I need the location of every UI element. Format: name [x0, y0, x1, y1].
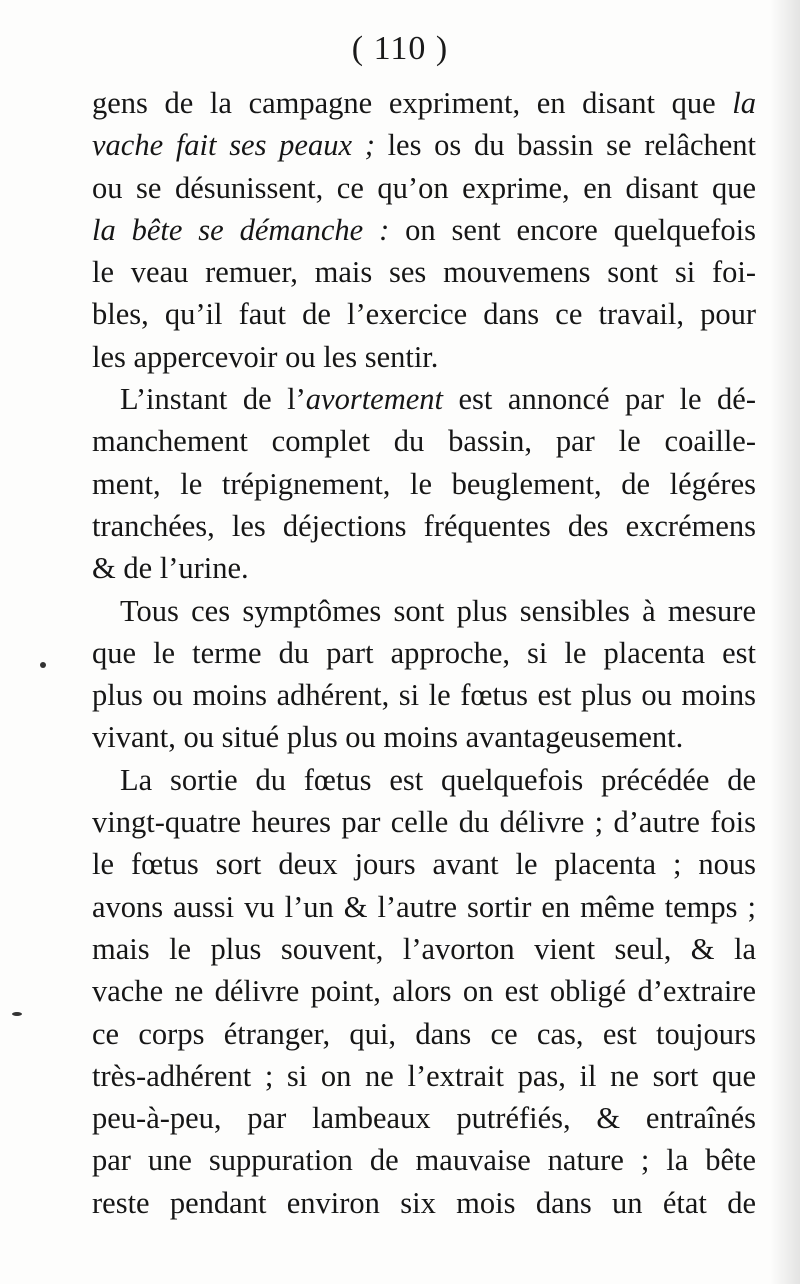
text-segment: L’instant de l’	[120, 382, 306, 417]
text-segment: gens de la campagne expriment, en disant que	[92, 86, 733, 120]
text-line	[92, 928, 756, 970]
text-segment: mais le plus souvent, l’avorton vient seul, & la	[92, 931, 756, 966]
text-segment: on sent encore quelquefois	[389, 212, 756, 247]
text-line	[92, 378, 756, 420]
text-segment: les os du bassin se relâchent	[374, 128, 756, 163]
text-line	[92, 251, 756, 293]
text-segment: vivant, ou situé plus ou moins avantageusement.	[92, 720, 684, 755]
text-segment: & de l’urine.	[92, 551, 249, 586]
text-line	[92, 759, 756, 801]
text-segment: très-adhérent ; si on ne l’extrait pas, il ne sort que	[92, 1058, 756, 1093]
text-segment: plus ou moins adhérent, si le fœtus est plus ou moins	[92, 678, 756, 713]
text-segment: vingt-quatre heures par celle du délivre ; d’autre fois	[92, 805, 756, 840]
text-line	[92, 1055, 756, 1097]
text-line	[92, 293, 756, 335]
text-segment: ce corps étranger, qui, dans ce cas, est toujours	[92, 1016, 756, 1051]
text-segment: ou se désunissent, ce qu’on exprime, en disant que	[92, 170, 756, 205]
text-line	[92, 590, 756, 632]
page-edge-shadow	[770, 0, 800, 1284]
text-line	[92, 209, 756, 251]
text-line	[92, 674, 756, 716]
text-line	[92, 420, 756, 462]
text-line	[92, 336, 756, 378]
text-segment: le fœtus sort deux jours avant le placenta ; nous	[92, 847, 756, 882]
text-segment: manchement complet du bassin, par le coaille-	[92, 424, 756, 459]
text-line	[92, 1139, 756, 1181]
text-segment: Tous ces symptômes sont plus sensibles à mesure	[120, 593, 756, 628]
text-segment: les appercevoir ou les sentir.	[92, 339, 439, 374]
italic-segment: vache fait ses peaux ;	[92, 128, 375, 163]
page-number: ( 110 )	[351, 30, 449, 67]
italic-segment: avortement	[305, 382, 443, 417]
text-line	[92, 886, 756, 928]
text-segment: vache ne délivre point, alors on est obligé d’extraire	[92, 974, 756, 1009]
text-line	[92, 1182, 756, 1224]
text-line	[92, 1097, 756, 1139]
text-segment: peu-à-peu, par lambeaux putréfiés, & entraînés	[92, 1101, 756, 1136]
text-line	[92, 801, 756, 843]
text-line	[92, 82, 756, 124]
text-line	[92, 505, 756, 547]
text-segment: La sortie du fœtus est quelquefois précédée de	[120, 762, 756, 797]
text-line	[92, 632, 756, 674]
text-segment: ment, le trépignement, le beuglement, de légéres	[92, 466, 756, 501]
text-segment: est annoncé par le dé-	[443, 382, 756, 417]
ink-speck	[12, 1012, 22, 1016]
text-line	[92, 843, 756, 885]
text-line	[92, 547, 756, 589]
text-line	[92, 1013, 756, 1055]
text-segment: bles, qu’il faut de l’exercice dans ce travail, pour	[92, 297, 756, 332]
text-line	[92, 463, 756, 505]
body-text	[92, 82, 756, 1224]
text-segment: avons aussi vu l’un & l’autre sortir en même temps ;	[92, 889, 756, 924]
ink-speck	[40, 662, 46, 668]
text-segment: reste pendant environ six mois dans un état de	[92, 1185, 756, 1220]
italic-segment: la bête se démanche :	[92, 212, 390, 247]
text-line	[92, 124, 756, 166]
italic-segment: la	[732, 86, 756, 120]
text-line	[92, 716, 756, 758]
text-segment: que le terme du part approche, si le placenta est	[92, 635, 756, 670]
text-segment: tranchées, les déjections fréquentes des excrémens	[92, 508, 756, 543]
text-line	[92, 970, 756, 1012]
text-segment: le veau remuer, mais ses mouvemens sont si foi-	[92, 255, 756, 290]
text-segment: par une suppuration de mauvaise nature ; la bête	[92, 1143, 756, 1178]
text-line	[92, 167, 756, 209]
